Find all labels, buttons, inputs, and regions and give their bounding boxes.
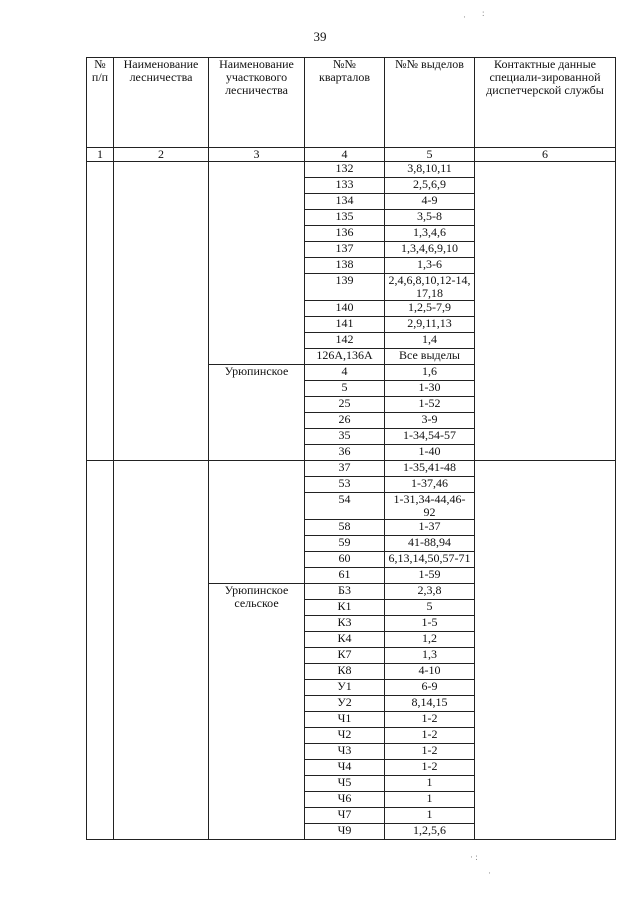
allotment-cell: 1-40 — [385, 445, 475, 461]
quarter-cell: 37 — [305, 461, 385, 477]
quarter-cell: Ч2 — [305, 728, 385, 744]
column-number: 4 — [305, 148, 385, 162]
quarter-cell: 135 — [305, 210, 385, 226]
quarter-cell: Ч3 — [305, 744, 385, 760]
column-number: 1 — [87, 148, 114, 162]
allotment-cell: 1 — [385, 776, 475, 792]
header-dispatch-contacts: Контактные данные специали-зированной диспетчерской службы — [475, 58, 616, 148]
allotment-cell: 1-30 — [385, 381, 475, 397]
allotment-cell: 1-2 — [385, 728, 475, 744]
column-number-row — [87, 148, 616, 162]
header-quarters: №№ кварталов — [305, 58, 385, 148]
contact-cell — [475, 461, 616, 840]
quarter-cell: 25 — [305, 397, 385, 413]
allotment-cell: 1-5 — [385, 616, 475, 632]
forestry-cell — [114, 461, 209, 840]
allotment-cell: 3,5-8 — [385, 210, 475, 226]
district-forestry-cell: Урюпинское сельское — [209, 584, 305, 840]
allotment-cell: 1,3,4,6 — [385, 226, 475, 242]
forest-register-table — [86, 57, 616, 840]
allotment-cell: 1,2,5-7,9 — [385, 301, 475, 317]
quarter-cell: 134 — [305, 194, 385, 210]
allotment-cell: 6,13,14,50,57-71 — [385, 552, 475, 568]
scan-mark: · : — [470, 852, 478, 862]
quarter-cell: 54 — [305, 493, 385, 520]
table-body — [87, 162, 616, 840]
header-forestry: Наименование лесничества — [114, 58, 209, 148]
quarter-cell: 26 — [305, 413, 385, 429]
quarter-cell: К3 — [305, 616, 385, 632]
header-row — [87, 58, 616, 148]
quarter-cell: К7 — [305, 648, 385, 664]
quarter-cell: 53 — [305, 477, 385, 493]
allotment-cell: 3-9 — [385, 413, 475, 429]
header-index: № п/п — [87, 58, 114, 148]
quarter-cell: 138 — [305, 258, 385, 274]
column-number: 5 — [385, 148, 475, 162]
allotment-cell: 1-31,34-44,46-92 — [385, 493, 475, 520]
quarter-cell: 58 — [305, 520, 385, 536]
district-forestry-cell: Урюпинское — [209, 365, 305, 461]
allotment-cell: 1-2 — [385, 712, 475, 728]
quarter-cell: 136 — [305, 226, 385, 242]
quarter-cell: Ч7 — [305, 808, 385, 824]
allotment-cell: 1-2 — [385, 760, 475, 776]
quarter-cell: 35 — [305, 429, 385, 445]
quarter-cell: Б3 — [305, 584, 385, 600]
table-row — [87, 162, 616, 178]
column-number: 6 — [475, 148, 616, 162]
allotment-cell: 1,3-6 — [385, 258, 475, 274]
quarter-cell: Ч9 — [305, 824, 385, 840]
column-number: 3 — [209, 148, 305, 162]
allotment-cell: 1-2 — [385, 744, 475, 760]
quarter-cell: 142 — [305, 333, 385, 349]
allotment-cell: 8,14,15 — [385, 696, 475, 712]
allotment-cell: 1-37 — [385, 520, 475, 536]
quarter-cell: Ч5 — [305, 776, 385, 792]
allotment-cell: 41-88,94 — [385, 536, 475, 552]
scan-mark: · — [488, 868, 491, 878]
quarter-cell: 61 — [305, 568, 385, 584]
allotment-cell: 5 — [385, 600, 475, 616]
quarter-cell: 59 — [305, 536, 385, 552]
header-district-forestry: Наименование участкового лесничества — [209, 58, 305, 148]
quarter-cell: 4 — [305, 365, 385, 381]
allotment-cell: 2,5,6,9 — [385, 178, 475, 194]
quarter-cell: К1 — [305, 600, 385, 616]
quarter-cell: 126А,136А — [305, 349, 385, 365]
allotment-cell: 1-35,41-48 — [385, 461, 475, 477]
header-allotments: №№ выделов — [385, 58, 475, 148]
table-row — [87, 461, 616, 477]
quarter-cell: 5 — [305, 381, 385, 397]
allotment-cell: 1-34,54-57 — [385, 429, 475, 445]
quarter-cell: 132 — [305, 162, 385, 178]
index-cell — [87, 162, 114, 461]
scan-mark: · — [463, 12, 466, 22]
district-forestry-cell — [209, 162, 305, 365]
column-number: 2 — [114, 148, 209, 162]
scan-mark: : — [482, 8, 485, 18]
forestry-cell — [114, 162, 209, 461]
index-cell — [87, 461, 114, 840]
allotment-cell: 4-9 — [385, 194, 475, 210]
allotment-cell: 2,3,8 — [385, 584, 475, 600]
page-number: 39 — [313, 29, 327, 44]
allotment-cell: 1,3,4,6,9,10 — [385, 242, 475, 258]
quarter-cell: 141 — [305, 317, 385, 333]
allotment-cell: 6-9 — [385, 680, 475, 696]
allotment-cell: 2,9,11,13 — [385, 317, 475, 333]
allotment-cell: 1-59 — [385, 568, 475, 584]
quarter-cell: 133 — [305, 178, 385, 194]
allotment-cell: 1,3 — [385, 648, 475, 664]
allotment-cell: Все выделы — [385, 349, 475, 365]
allotment-cell: 2,4,6,8,10,12-14, 17,18 — [385, 274, 475, 301]
quarter-cell: 60 — [305, 552, 385, 568]
allotment-cell: 1,2,5,6 — [385, 824, 475, 840]
quarter-cell: Ч6 — [305, 792, 385, 808]
quarter-cell: У1 — [305, 680, 385, 696]
quarter-cell: Ч1 — [305, 712, 385, 728]
allotment-cell: 4-10 — [385, 664, 475, 680]
quarter-cell: 36 — [305, 445, 385, 461]
contact-cell — [475, 162, 616, 461]
allotment-cell: 1 — [385, 792, 475, 808]
quarter-cell: К4 — [305, 632, 385, 648]
quarter-cell: У2 — [305, 696, 385, 712]
quarter-cell: К8 — [305, 664, 385, 680]
quarter-cell: 137 — [305, 242, 385, 258]
allotment-cell: 1,4 — [385, 333, 475, 349]
allotment-cell: 1,6 — [385, 365, 475, 381]
quarter-cell: 140 — [305, 301, 385, 317]
allotment-cell: 1,2 — [385, 632, 475, 648]
allotment-cell: 3,8,10,11 — [385, 162, 475, 178]
allotment-cell: 1 — [385, 808, 475, 824]
allotment-cell: 1-52 — [385, 397, 475, 413]
district-forestry-cell — [209, 461, 305, 584]
quarter-cell: 139 — [305, 274, 385, 301]
quarter-cell: Ч4 — [305, 760, 385, 776]
allotment-cell: 1-37,46 — [385, 477, 475, 493]
